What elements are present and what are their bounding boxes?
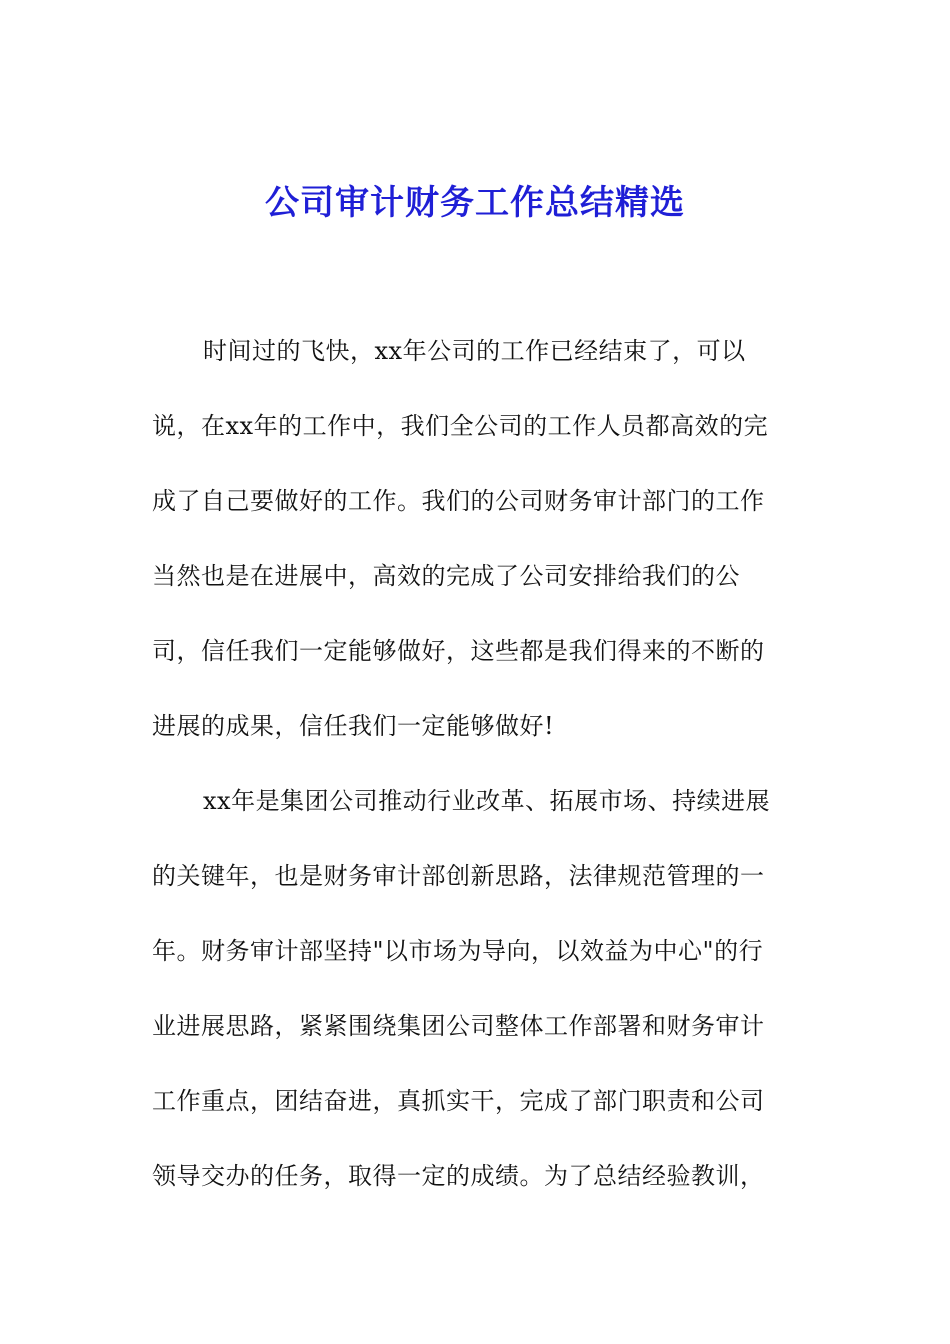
document-title: 公司审计财务工作总结精选	[265, 183, 685, 223]
paragraph-2-line-2: 的关键年，也是财务审计部创新思路，法律规范管理的一	[152, 862, 765, 890]
paragraph-1-line-6: 进展的成果，信任我们一定能够做好!	[152, 712, 555, 740]
paragraph-2-line-3: 年。财务审计部坚持"以市场为导向，以效益为中心"的行	[152, 937, 764, 965]
paragraph-1-line-3: 成了自己要做好的工作。我们的公司财务审计部门的工作	[152, 487, 765, 515]
paragraph-2-line-6: 领导交办的任务，取得一定的成绩。为了总结经验教训，	[152, 1162, 765, 1190]
paragraph-1-line-5: 司，信任我们一定能够做好，这些都是我们得来的不断的	[152, 637, 765, 665]
paragraph-2-line-1: xx年是集团公司推动行业改革、拓展市场、持续进展	[203, 787, 771, 815]
paragraph-1-line-2: 说，在xx年的工作中，我们全公司的工作人员都高效的完	[152, 412, 769, 440]
paragraph-1-line-4: 当然也是在进展中，高效的完成了公司安排给我们的公	[152, 562, 740, 590]
paragraph-1-line-1: 时间过的飞快，xx年公司的工作已经结束了，可以	[203, 337, 746, 365]
paragraph-2-line-5: 工作重点，团结奋进，真抓实干，完成了部门职责和公司	[152, 1087, 765, 1115]
paragraph-2-line-4: 业进展思路，紧紧围绕集团公司整体工作部署和财务审计	[152, 1012, 765, 1040]
